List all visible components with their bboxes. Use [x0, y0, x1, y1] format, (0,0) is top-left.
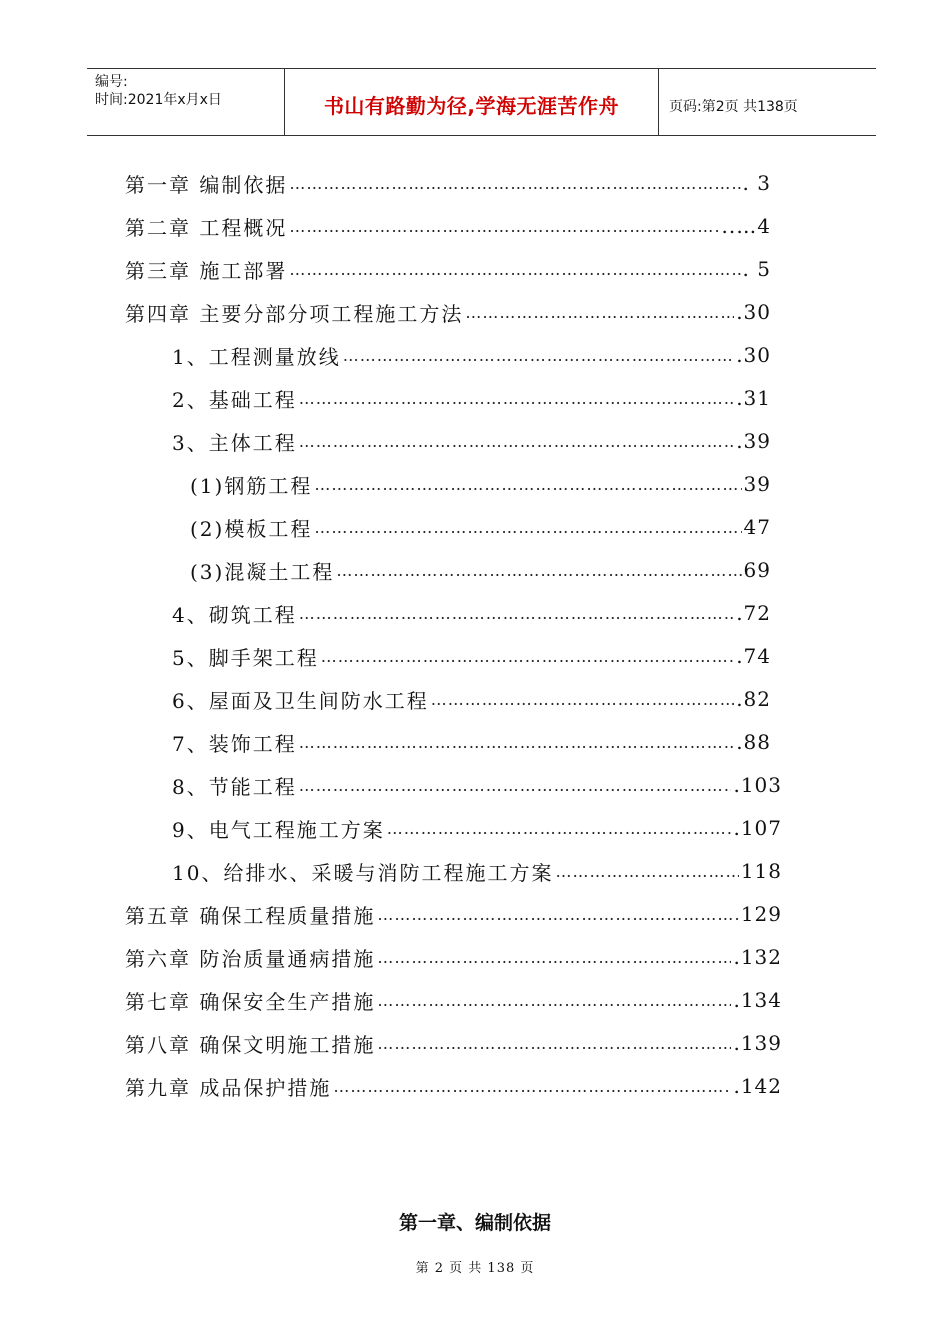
- toc-entry-page: .107: [733, 816, 782, 840]
- toc-entry-title: 4、砌筑工程: [172, 602, 297, 627]
- toc-entry-title: 6、屋面及卫生间防水工程: [172, 688, 429, 713]
- toc-entry-page: 39: [743, 472, 771, 496]
- toc-entry-title: 第七章 确保安全生产措施: [125, 989, 376, 1014]
- toc-entry-title: 7、装饰工程: [172, 731, 297, 756]
- toc-entry-title: 第六章 防治质量通病措施: [125, 946, 376, 971]
- toc-entry-page: ..…4: [721, 214, 771, 238]
- document-number-label: 编号:: [95, 74, 128, 90]
- toc-entry-title: (3)混凝土工程: [190, 559, 335, 584]
- toc-entry-page: .74: [736, 644, 771, 668]
- toc-entry[interactable]: [190, 464, 771, 504]
- toc-leader: [289, 174, 740, 193]
- page-footer: 第 2 页 共 138 页: [415, 1261, 535, 1276]
- toc-leader: [431, 690, 734, 709]
- toc-leader: [299, 733, 734, 752]
- toc-leader: [377, 948, 731, 967]
- toc-leader: [465, 303, 734, 322]
- toc-entry-page: 118: [740, 859, 782, 883]
- toc-entry-title: 第四章 主要分部分项工程施工方法: [125, 301, 464, 326]
- toc-entry-page: . 3: [742, 171, 771, 195]
- toc-leader: [299, 604, 734, 623]
- toc-entry-title: 2、基础工程: [172, 387, 297, 412]
- toc-entry[interactable]: [125, 980, 782, 1020]
- toc-entry-title: 9、电气工程施工方案: [172, 817, 385, 842]
- toc-entry-title: (2)模板工程: [190, 516, 313, 541]
- toc-entry-title: 8、节能工程: [172, 774, 297, 799]
- header-motto: 书山有路勤为径,学海无涯苦作舟: [285, 69, 659, 135]
- toc-entry[interactable]: [125, 249, 771, 289]
- toc-entry-page: .72: [736, 601, 771, 625]
- toc-entry-page: 47: [743, 515, 771, 539]
- toc-leader: [387, 819, 732, 838]
- toc-entry[interactable]: [125, 894, 782, 934]
- header-meta-cell: [87, 69, 285, 135]
- toc-leader: [336, 561, 741, 580]
- toc-entry[interactable]: [125, 206, 771, 246]
- toc-leader: [555, 862, 738, 881]
- toc-entry-title: 第二章 工程概况: [125, 215, 288, 240]
- toc-entry[interactable]: [172, 722, 771, 762]
- toc-entry[interactable]: [172, 765, 782, 805]
- toc-entry-title: 第九章 成品保护措施: [125, 1075, 332, 1100]
- toc-leader: [289, 260, 740, 279]
- toc-entry[interactable]: [172, 851, 782, 891]
- toc-entry-page: .30: [736, 300, 771, 324]
- toc-entry-page: .31: [736, 386, 771, 410]
- toc-entry-page: .134: [733, 988, 782, 1012]
- toc-entry-page: .88: [736, 730, 771, 754]
- toc-entry[interactable]: [125, 292, 771, 332]
- toc-leader: [299, 776, 732, 795]
- toc-entry-page: .39: [736, 429, 771, 453]
- toc-entry[interactable]: [125, 1066, 782, 1106]
- toc-leader: [314, 475, 741, 494]
- toc-entry[interactable]: [172, 679, 771, 719]
- toc-entry-page: .132: [733, 945, 782, 969]
- toc-entry-title: 第五章 确保工程质量措施: [125, 903, 376, 928]
- toc-entry-page: .82: [736, 687, 771, 711]
- toc-entry[interactable]: [125, 163, 771, 203]
- toc-entry-page: 129: [740, 902, 782, 926]
- toc-leader: [343, 346, 734, 365]
- toc-entry-title: 5、脚手架工程: [172, 645, 319, 670]
- toc-entry-page: .142: [733, 1074, 782, 1098]
- toc-entry[interactable]: [172, 593, 771, 633]
- toc-entry-page: . 5: [742, 257, 771, 281]
- toc-leader: [377, 991, 731, 1010]
- toc-entry[interactable]: [190, 507, 771, 547]
- chapter-heading: 第一章、编制依据: [398, 1212, 551, 1234]
- toc-entry[interactable]: [125, 1023, 782, 1063]
- toc-entry-page: .103: [733, 773, 782, 797]
- toc-entry-title: (1)钢筋工程: [190, 473, 313, 498]
- toc-leader: [299, 432, 734, 451]
- toc-entry-title: 第八章 确保文明施工措施: [125, 1032, 376, 1057]
- toc-leader: [333, 1077, 731, 1096]
- toc-entry[interactable]: [172, 636, 771, 676]
- document-time-label: 时间:2021年x月x日: [95, 92, 222, 108]
- toc-leader: [377, 1034, 731, 1053]
- header-page-info: 页码:第2页 共138页: [669, 99, 798, 115]
- toc-leader: [289, 217, 719, 236]
- toc-entry-title: 3、主体工程: [172, 430, 297, 455]
- toc-entry[interactable]: [125, 937, 782, 977]
- toc-entry[interactable]: [172, 378, 771, 418]
- toc-leader: [321, 647, 734, 666]
- document-header: [87, 68, 876, 136]
- toc-leader: [314, 518, 741, 537]
- toc-leader: [377, 905, 738, 924]
- toc-entry[interactable]: [172, 421, 771, 461]
- toc-entry-title: 第三章 施工部署: [125, 258, 288, 283]
- toc-entry-title: 第一章 编制依据: [125, 172, 288, 197]
- toc-leader: [299, 389, 734, 408]
- toc-entry[interactable]: [172, 808, 782, 848]
- toc-entry[interactable]: [172, 335, 771, 375]
- toc-entry[interactable]: [190, 550, 771, 590]
- toc-entry-page: 69: [743, 558, 771, 582]
- toc-entry-title: 10、给排水、采暖与消防工程施工方案: [172, 860, 554, 885]
- toc-entry-page: .30: [736, 343, 771, 367]
- toc-entry-title: 1、工程测量放线: [172, 344, 341, 369]
- toc-entry-page: .139: [733, 1031, 782, 1055]
